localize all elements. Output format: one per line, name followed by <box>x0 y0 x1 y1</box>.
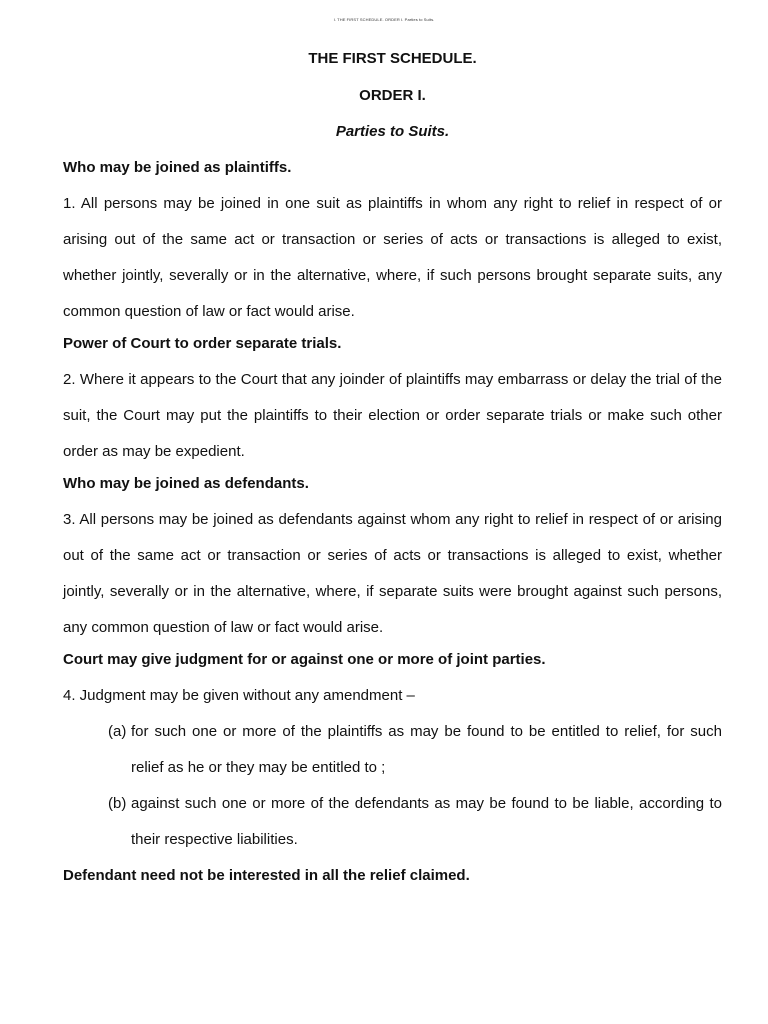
rule-3-text: 3. All persons may be joined as defendants against whom any right to relief in respect of or arising out of the same act or transaction or series of acts or transactions is alleged to exist, whether jointly, severally or in the alternative, where, if separate suits were brought against such persons, any common question of law or fact would arise. <box>63 511 722 636</box>
rule-4-text: 4. Judgment may be given without any amendment – <box>63 687 415 704</box>
clause-a <box>63 714 722 786</box>
rule-2-text: 2. Where it appears to the Court that any joinder of plaintiffs may embarrass or delay the trial of the suit, the Court may put the plaintiffs to their election or order separate trials or make such other order as may be expedient. <box>63 371 722 460</box>
running-header: I. THE FIRST SCHEDULE. ORDER I. Parties to Suits. <box>333 17 435 22</box>
rule-4-clauses <box>63 714 722 858</box>
order-subtitle: Parties to Suits. <box>335 123 450 140</box>
rule-3-heading: Who may be joined as defendants. <box>63 475 309 492</box>
rule-1-heading: Who may be joined as plaintiffs. <box>63 159 292 176</box>
document-body <box>63 158 722 902</box>
rule-5-heading: Defendant need not be interested in all the relief claimed. <box>63 867 470 884</box>
clause-b-text: against such one or more of the defendants as may be found to be liable, according to their respective liabilities. <box>131 795 722 848</box>
rule-2-heading: Power of Court to order separate trials. <box>63 335 342 352</box>
schedule-title: THE FIRST SCHEDULE. <box>308 50 477 67</box>
clause-b <box>63 786 722 858</box>
order-title: ORDER I. <box>359 87 426 104</box>
clause-b-marker: (b) <box>108 795 127 812</box>
rule-4-heading: Court may give judgment for or against one or more of joint parties. <box>63 651 546 668</box>
rule-1-text: 1. All persons may be joined in one suit as plaintiffs in whom any right to relief in respect of or arising out of the same act or transaction or series of acts or transactions is alleged to exist, whether jointly, severally or in the alternative, where, if such persons brought separate suits, any common question of law or fact would arise. <box>63 195 722 320</box>
clause-a-text: for such one or more of the plaintiffs as may be found to be entitled to relief, for such relief as he or they may be entitled to ; <box>131 723 722 776</box>
clause-a-marker: (a) <box>108 723 127 740</box>
